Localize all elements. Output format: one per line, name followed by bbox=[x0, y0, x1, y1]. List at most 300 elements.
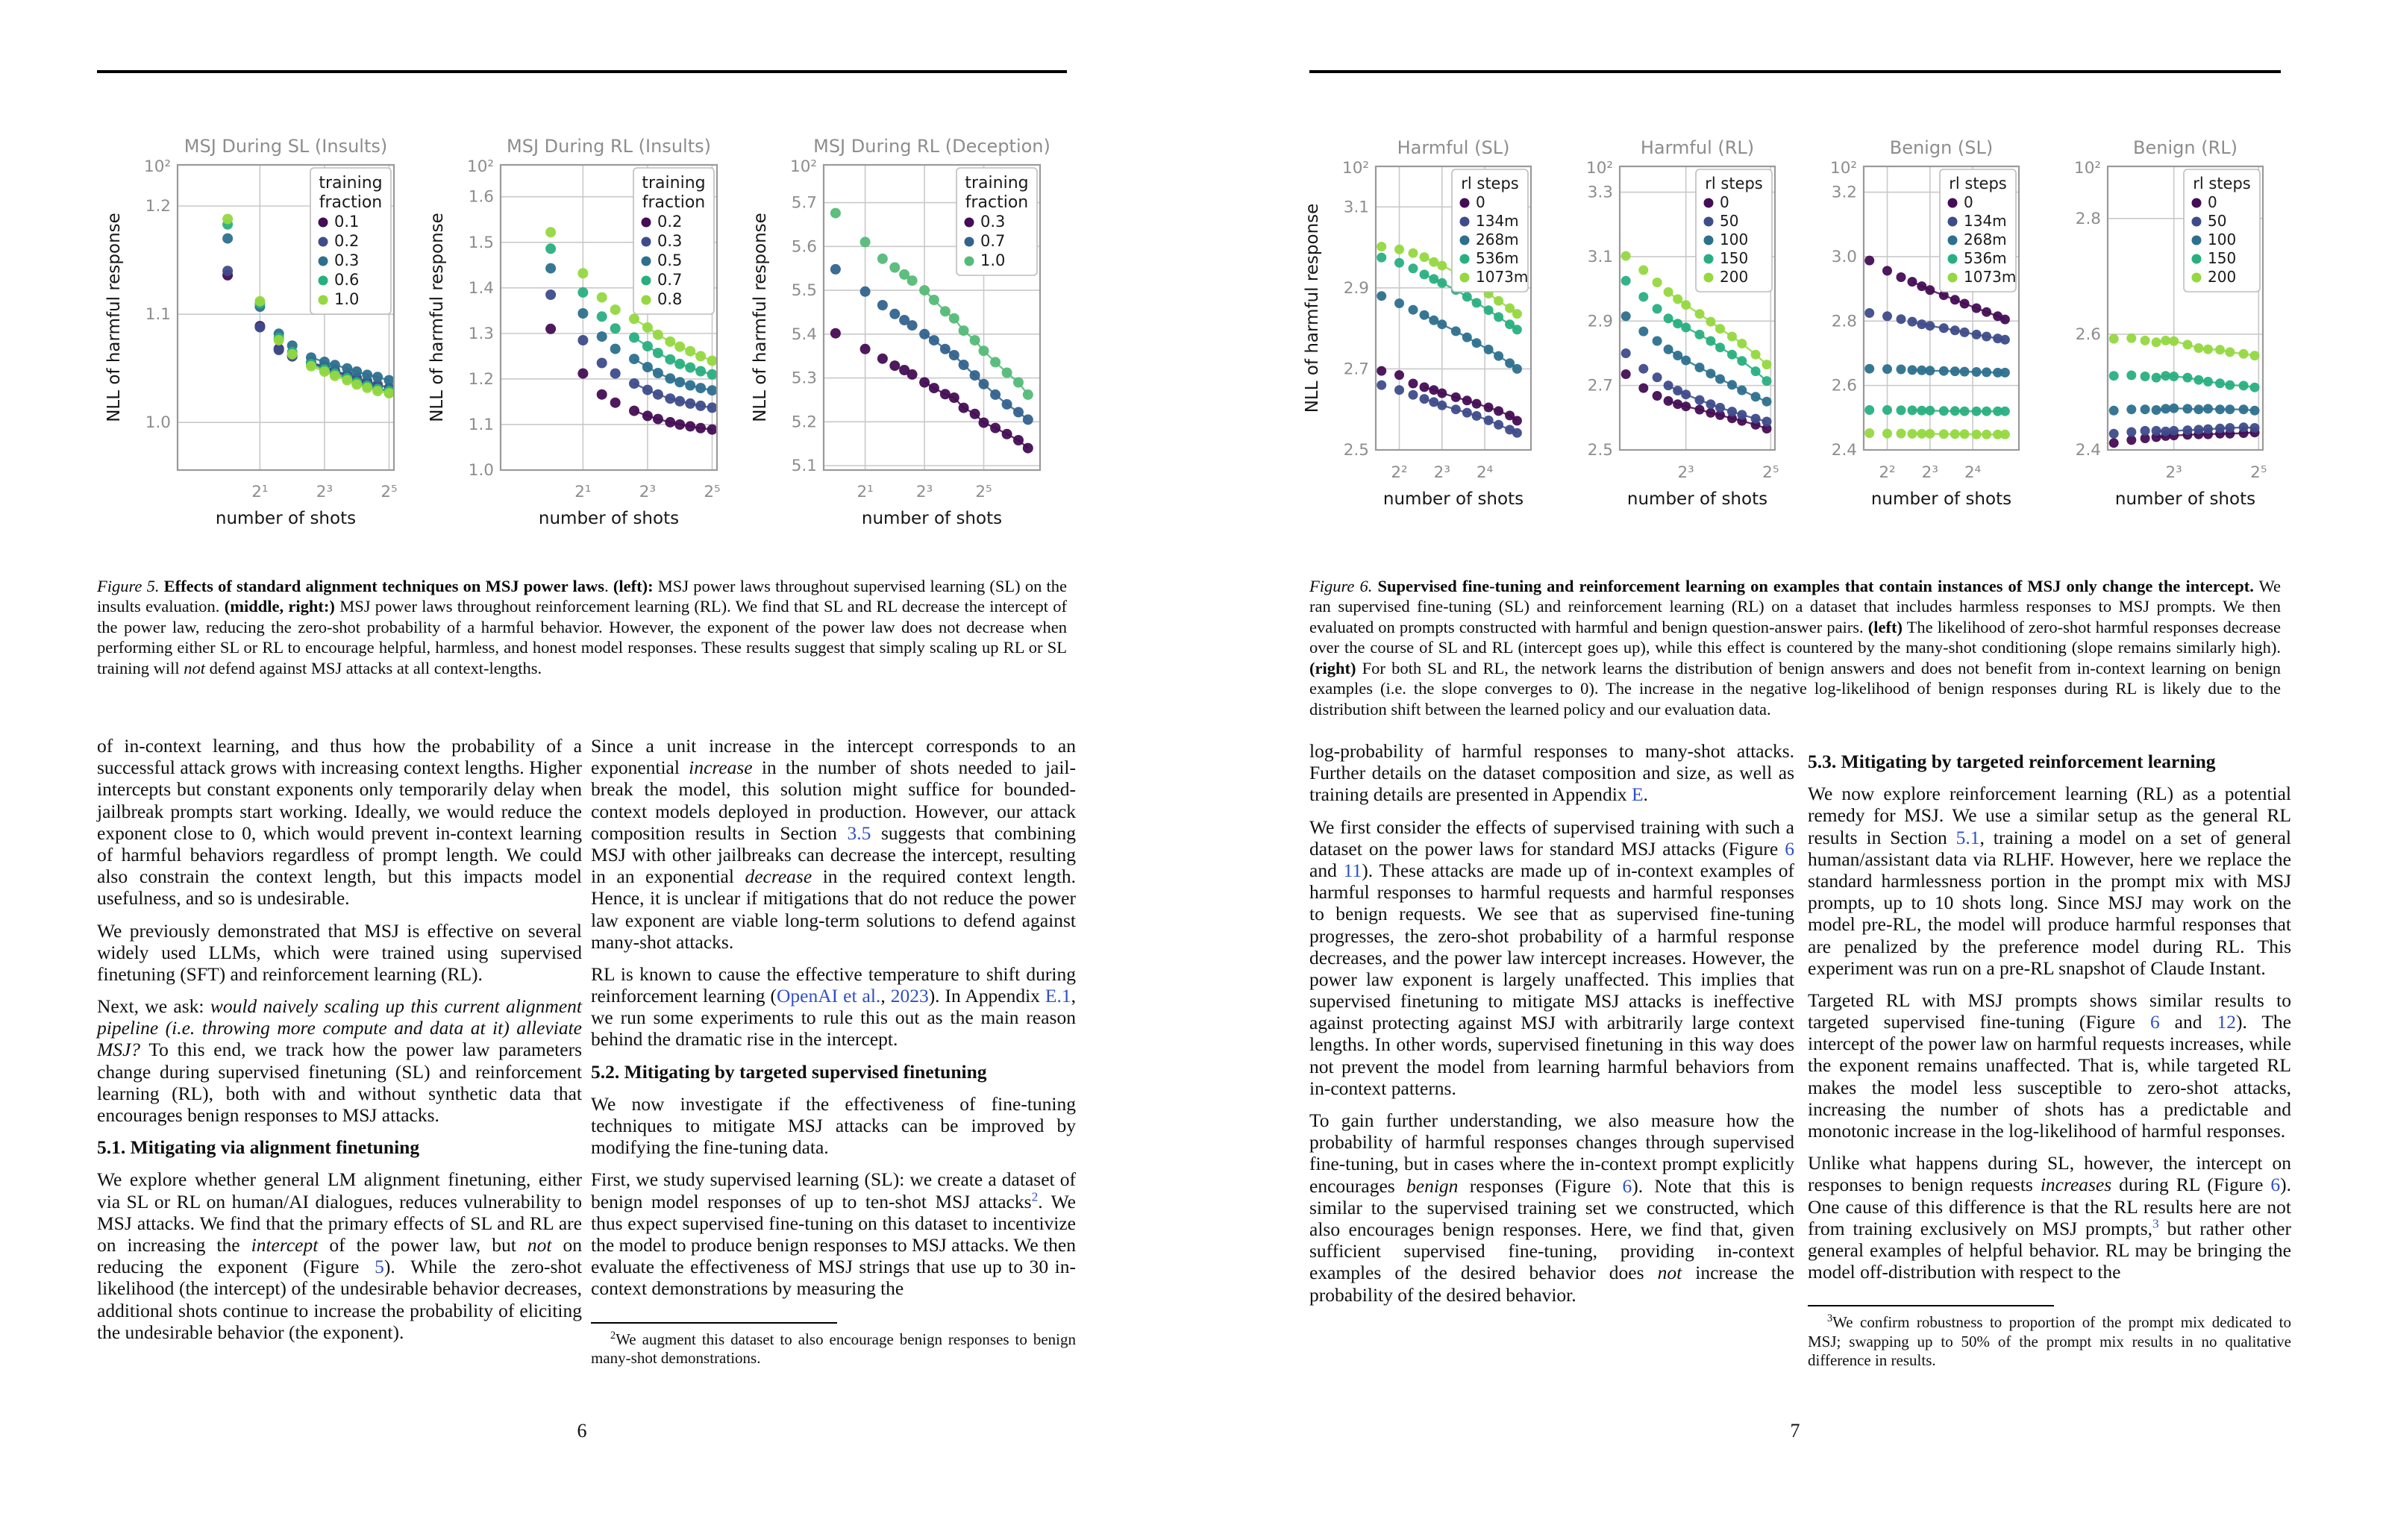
svg-text:2.5: 2.5 bbox=[1587, 441, 1613, 460]
emphasis-text: not bbox=[184, 658, 206, 677]
svg-text:1.4: 1.4 bbox=[468, 278, 494, 298]
body-text: The likelihood of zero-shot harmful responses decrease over the course of SL and RL (intercept goes up), while this effect is countered by the many-shot conditioning (slope remains similarly high). bbox=[1309, 617, 2281, 657]
legend-swatch-1073m bbox=[1460, 273, 1470, 283]
svg-text:2²: 2² bbox=[1391, 463, 1408, 482]
y-axis-top-tick: 10² bbox=[1830, 159, 1857, 178]
legend-swatch-0.8 bbox=[642, 295, 651, 305]
svg-text:1.0: 1.0 bbox=[468, 461, 494, 480]
legend-label-536m: 536m bbox=[1964, 249, 2007, 267]
legend-swatch-0.5 bbox=[642, 257, 651, 266]
chart-title: Benign (RL) bbox=[2133, 137, 2238, 158]
svg-text:2¹: 2¹ bbox=[857, 483, 874, 501]
legend-swatch-150 bbox=[2192, 254, 2202, 264]
x-axis-ticks bbox=[1879, 463, 1981, 482]
legend-label-268m: 268m bbox=[1476, 231, 1519, 248]
paragraph bbox=[1808, 989, 2291, 1142]
footnote-text bbox=[591, 1330, 1076, 1368]
body-text: , training a model on a set of general human/assistant data via RLHF. However, here we replace the standard harmlessness portion in the prompt mix with MSJ prompts, up to 10 shots long. Since MSJ may work on the model pre-RL, the model will produce harmful responses that are penalized by the preference model during RL. This experiment was run on a pre-RL snapshot of Claude Instant. bbox=[1808, 826, 2291, 979]
y-axis-label: NLL of harmful response bbox=[428, 213, 447, 422]
reference-link[interactable]: 6 bbox=[2270, 1174, 2281, 1196]
legend-swatch-0.3 bbox=[965, 218, 974, 228]
legend-label-0.5: 0.5 bbox=[657, 251, 683, 269]
footnote-marker: 2 bbox=[610, 1329, 616, 1342]
svg-text:5.2: 5.2 bbox=[791, 413, 817, 432]
body-text: , bbox=[880, 985, 891, 1007]
body-text: ). The intercept of the power law on harmful requests increases, while the exponent remains unaffected. That is, while targeted RL makes the model less susceptible to zero-shot attacks, increasing the number of shots has a predictable and monotonic increase in the log-likelihood of harmful responses. bbox=[1808, 1011, 2292, 1142]
chart-block bbox=[1542, 110, 1786, 552]
body-text: ). In Appendix bbox=[928, 985, 1045, 1007]
body-text: . We thus expect supervised fine-tuning on this dataset to incentivize the model to produce benign responses to MSJ attacks. We then evaluate the effectiveness of MSJ strings that use up to 30 in-context demonstrations by measuring the bbox=[591, 1190, 1076, 1300]
body-text: We ran supervised fine-tuning (SL) and reinforcement learning (RL) on a dataset that includes harmless responses to MSJ prompts. We then evaluated on prompts constructed with harmful and benign question-answer pairs. bbox=[1309, 577, 2282, 636]
legend-label-1073m: 1073m bbox=[1964, 268, 2017, 286]
footnote-reference-link[interactable]: 3 bbox=[2152, 1216, 2159, 1231]
page7-right-column bbox=[1808, 740, 2291, 1370]
chart-msj-during-sl-insults- bbox=[97, 110, 420, 552]
body-text: We augment this dataset to also encourage benign responses to benign many-shot demonstrations. bbox=[591, 1330, 1076, 1367]
body-text: in the number of shots needed to jail-break the model, this solution might suffice for bounded-context models deployed in production. However, our attack composition results in Section bbox=[591, 757, 1076, 844]
series-0.3-points bbox=[830, 328, 1033, 454]
legend-label-0.3: 0.3 bbox=[657, 232, 683, 250]
body-text: defend against MSJ attacks at all context-lengths. bbox=[205, 658, 542, 677]
bold-text: Supervised fine-tuning and reinforcement learning on examples that contain instances of MSJ only change the intercept. bbox=[1372, 577, 2254, 595]
page6-number: 6 bbox=[577, 1420, 587, 1442]
page-7 bbox=[1192, 0, 2383, 1540]
svg-text:3.3: 3.3 bbox=[1587, 183, 1613, 202]
legend bbox=[956, 168, 1037, 275]
svg-text:2.6: 2.6 bbox=[2075, 325, 2101, 344]
legend-label-0: 0 bbox=[1476, 193, 1485, 211]
legend-label-0: 0 bbox=[2208, 193, 2217, 211]
page6-right-column bbox=[591, 735, 1076, 1368]
svg-text:2³: 2³ bbox=[639, 483, 657, 501]
body-text: ). While the zero-shot likelihood (the intercept) of the undesirable behavior decreases, additional shots continue to increase the probability of eliciting the undesirable behavior (the exponent). bbox=[97, 1256, 582, 1343]
chart-block bbox=[420, 110, 743, 552]
svg-text:2⁵: 2⁵ bbox=[1762, 463, 1779, 482]
svg-text:2⁵: 2⁵ bbox=[704, 483, 721, 501]
paragraph bbox=[97, 995, 582, 1126]
reference-link[interactable]: 2023 bbox=[890, 985, 929, 1007]
section-heading: 5.2. Mitigating by targeted supervised finetuning bbox=[591, 1060, 987, 1083]
bold-text: Effects of standard alignment techniques on MSJ power laws bbox=[159, 577, 605, 595]
footnote-marker: 3 bbox=[1827, 1312, 1833, 1325]
chart-msj-during-rl-deception- bbox=[743, 110, 1066, 552]
chart-title: MSJ During SL (Insults) bbox=[184, 136, 388, 157]
chart-title: MSJ During RL (Deception) bbox=[813, 136, 1050, 157]
svg-text:5.7: 5.7 bbox=[791, 193, 817, 213]
body-text: ). These attacks are made up of in-context examples of harmful responses to harmful requests and harmful responses to benign requests. We see that as supervised fine-tuning progresses, the zero-shot probability of a harmful response decreases, and the power law intercept increases. However, the power law exponent is largely unaffected. This implies that supervised finetuning to mitigate MSJ attacks is ineffective against protecting against MSJ with arbitrarily large context lengths. In other words, supervised finetuning in this way does not prevent the model from learning harmful behaviors from in-context patterns. bbox=[1309, 859, 1794, 1099]
chart-benign-rl- bbox=[2030, 110, 2274, 552]
body-text: MSJ power laws throughout reinforcement learning (RL). We find that SL and RL decrease the intercept of the power law, reducing the zero-shot probability of a harmful behavior. However, the exponent of the power law does not decrease when performing either SL or RL to encourage helpful, harmless, and honest model responses. These results suggest that simply scaling up RL or SL training will bbox=[97, 597, 1067, 677]
footnote-rule bbox=[1808, 1305, 2054, 1306]
paragraph bbox=[591, 963, 1076, 1051]
legend-label-0: 0 bbox=[1964, 193, 1973, 211]
svg-text:2.5: 2.5 bbox=[1343, 441, 1369, 460]
footnote-reference-link[interactable]: 2 bbox=[1031, 1189, 1039, 1204]
y-axis-top-tick: 10² bbox=[144, 157, 171, 176]
y-axis-top-tick: 10² bbox=[2074, 159, 2101, 178]
body-text: We explore whether general LM alignment finetuning, either via SL or RL on human/AI dialogues, reduces vulnerability to MSJ attacks. We find that the primary effects of SL and RL are on increasing the bbox=[97, 1168, 582, 1256]
svg-text:training: training bbox=[965, 174, 1029, 192]
legend-swatch-1073m bbox=[1948, 273, 1958, 283]
emphasis-text: not bbox=[527, 1233, 552, 1256]
legend-label-134m: 134m bbox=[1476, 212, 1519, 230]
chart-block bbox=[2030, 110, 2274, 552]
legend-label-0: 0 bbox=[1720, 193, 1729, 211]
chart-block bbox=[1786, 110, 2030, 552]
legend-label-100: 100 bbox=[1720, 231, 1749, 248]
figure-6-caption bbox=[1309, 576, 2281, 719]
body-text: ). One cause of this difference is that the RL results here are not from training exclusively on MSJ prompts, bbox=[1808, 1174, 2291, 1239]
legend-label-50: 50 bbox=[2208, 212, 2227, 230]
body-text: and bbox=[1309, 859, 1344, 881]
x-axis-label: number of shots bbox=[861, 509, 1003, 528]
chart-harmful-sl- bbox=[1298, 110, 1542, 552]
body-text: We confirm robustness to proportion of the prompt mix dedicated to MSJ; swapping up to 50% of the prompt mix results in no qualitative difference in results. bbox=[1808, 1313, 2291, 1369]
bold-text: (right) bbox=[1309, 658, 1356, 677]
emphasis-text: intercept bbox=[251, 1233, 319, 1256]
legend-label-0.7: 0.7 bbox=[980, 232, 1006, 250]
legend-swatch-0.7 bbox=[642, 276, 651, 286]
emphasis-text: would naively scaling up this current alignment pipeline (i.e. throwing more compute and data at it) alleviate MSJ? bbox=[97, 995, 582, 1061]
body-text: log-probability of harmful responses to many-shot attacks. Further details on the dataset composition and size, as well as training details are presented in Appendix bbox=[1309, 740, 1794, 806]
legend-swatch-100 bbox=[2192, 236, 2202, 245]
reference-link[interactable]: 5 bbox=[375, 1256, 384, 1278]
legend-swatch-134m bbox=[1460, 217, 1470, 227]
legend-swatch-0.3 bbox=[642, 237, 651, 247]
y-axis-label: NLL of harmful response bbox=[1303, 203, 1322, 413]
figure-5-charts bbox=[97, 110, 1067, 552]
body-text: on reducing the exponent (Figure bbox=[97, 1233, 583, 1278]
body-text: To gain further understanding, we also measure how the probability of harmful responses changes through supervised fine-tuning, but in cases where the in-context prompt explicitly encourages bbox=[1309, 1109, 1794, 1197]
svg-text:rl steps: rl steps bbox=[1705, 175, 1763, 192]
x-axis-ticks bbox=[251, 483, 397, 501]
svg-text:2.6: 2.6 bbox=[1831, 376, 1857, 395]
legend-swatch-0.7 bbox=[965, 237, 974, 247]
body-text: and bbox=[2159, 1011, 2217, 1033]
paragraph bbox=[1808, 1152, 2291, 1283]
legend-swatch-1.0 bbox=[965, 257, 974, 266]
legend-label-268m: 268m bbox=[1964, 231, 2007, 248]
body-text: We now investigate if the effectiveness of fine-tuning techniques to mitigate MSJ attacks can be improved by modifying the fine-tuning data. bbox=[591, 1092, 1076, 1159]
body-text: RL is known to cause the effective temperature to shift during reinforcement learning ( bbox=[591, 962, 1076, 1007]
svg-text:1.1: 1.1 bbox=[468, 415, 494, 434]
reference-link[interactable]: E.1 bbox=[1045, 985, 1071, 1007]
y-axis-label: NLL of harmful response bbox=[751, 213, 770, 422]
legend bbox=[1940, 169, 2016, 292]
legend bbox=[310, 168, 391, 314]
body-text: Unlike what happens during SL, however, the intercept on responses to benign requests bbox=[1808, 1152, 2291, 1196]
svg-text:1.6: 1.6 bbox=[468, 187, 494, 207]
legend-swatch-0.1 bbox=[319, 218, 328, 228]
figure-5-caption bbox=[97, 576, 1067, 678]
svg-text:rl steps: rl steps bbox=[2193, 175, 2251, 192]
chart-block bbox=[97, 110, 420, 552]
svg-text:2⁴: 2⁴ bbox=[1964, 463, 1982, 482]
svg-text:1.2: 1.2 bbox=[145, 197, 171, 216]
reference-link[interactable]: 6 bbox=[1622, 1174, 1632, 1197]
series-200-points bbox=[2109, 334, 2260, 360]
legend-label-150: 150 bbox=[1720, 249, 1749, 267]
y-axis-top-tick: 10² bbox=[467, 157, 494, 176]
paragraph bbox=[97, 920, 582, 986]
y-axis-label: NLL of harmful response bbox=[104, 213, 124, 422]
legend-label-0.2: 0.2 bbox=[334, 232, 360, 250]
figure-label: Figure 5. bbox=[97, 577, 160, 595]
y-axis-top-tick: 10² bbox=[1342, 159, 1369, 178]
x-axis-label: number of shots bbox=[1870, 489, 2012, 509]
series-150-points bbox=[2109, 371, 2260, 392]
legend-swatch-100 bbox=[1704, 236, 1714, 245]
svg-text:training: training bbox=[642, 174, 706, 192]
paragraph bbox=[591, 1093, 1076, 1159]
chart-msj-during-rl-insults- bbox=[420, 110, 743, 552]
legend-swatch-134m bbox=[1948, 217, 1958, 227]
bold-text: (left): bbox=[613, 577, 654, 595]
header-rule bbox=[1309, 70, 2281, 73]
y-axis-ticks bbox=[145, 197, 171, 432]
svg-text:training: training bbox=[319, 174, 383, 192]
chart-harmful-rl- bbox=[1542, 110, 1786, 552]
legend bbox=[633, 168, 714, 314]
page7-number: 7 bbox=[1790, 1420, 1800, 1442]
body-text: but rather other general examples of helpful behavior. RL may be bringing the model off-distribution with respect to the bbox=[1808, 1217, 2291, 1283]
emphasis-text: increases bbox=[2040, 1174, 2112, 1196]
svg-text:2⁵: 2⁵ bbox=[2250, 463, 2267, 482]
legend-label-1.0: 1.0 bbox=[980, 251, 1006, 269]
section-heading: 5.1. Mitigating via alignment finetuning bbox=[97, 1136, 420, 1159]
reference-link[interactable]: 6 bbox=[2149, 1011, 2160, 1033]
body-text: To this end, we track how the power law parameters change during supervised finetuning (SL) and reinforcement learning (RL), both with and without synthetic data that encourages benign responses to MSJ attacks. bbox=[97, 1039, 582, 1126]
reference-link[interactable]: 12 bbox=[2217, 1011, 2236, 1033]
svg-text:2.9: 2.9 bbox=[1343, 278, 1369, 298]
y-axis-ticks bbox=[1832, 184, 1857, 460]
page6-left-column bbox=[97, 735, 582, 1353]
reference-link[interactable]: E bbox=[1631, 783, 1644, 806]
legend bbox=[1452, 169, 1528, 292]
y-axis-top-tick: 10² bbox=[1586, 159, 1613, 178]
legend-swatch-536m bbox=[1460, 254, 1470, 264]
svg-text:5.4: 5.4 bbox=[791, 325, 817, 344]
reference-link[interactable]: OpenAI et al. bbox=[777, 985, 881, 1007]
body-text: during RL (Figure bbox=[2111, 1174, 2271, 1196]
footnote-text bbox=[1808, 1313, 2291, 1370]
chart-title: Harmful (SL) bbox=[1397, 137, 1510, 158]
legend-label-134m: 134m bbox=[1964, 212, 2007, 230]
body-text: We first consider the effects of supervised training with such a dataset on the power laws for standard MSJ attacks (Figure bbox=[1309, 816, 1794, 860]
svg-text:2³: 2³ bbox=[2165, 463, 2182, 482]
svg-text:2¹: 2¹ bbox=[251, 483, 269, 501]
body-text: Since a unit increase in the intercept corresponds to an exponential bbox=[591, 735, 1076, 779]
y-axis-ticks bbox=[1344, 198, 1369, 460]
legend-label-200: 200 bbox=[1720, 268, 1749, 286]
chart-block bbox=[1298, 110, 1542, 552]
body-text: in the required context length. Hence, it is unclear if mitigations that do not reduce the power law exponent are viable long-term solutions to defend against many-shot attacks. bbox=[591, 866, 1076, 953]
svg-text:1.0: 1.0 bbox=[145, 413, 171, 433]
body-text: of in-context learning, and thus how the probability of a successful attack grows with increasing context lengths. Higher intercepts but constant exponents only temporarily delay when jailbreak prompts start working. Ideally, we would reduce the exponent close to 0, which would prevent in-context learning of harmful behaviors regardless of prompt length. We could also constrain the context length, but this impacts model usefulness, and so is undesirable. bbox=[97, 735, 582, 910]
legend-label-1073m: 1073m bbox=[1476, 268, 1529, 286]
chart-benign-sl- bbox=[1786, 110, 2030, 552]
body-text: responses (Figure bbox=[1458, 1174, 1623, 1197]
legend-swatch-50 bbox=[2192, 217, 2202, 227]
paragraph bbox=[1808, 783, 2291, 979]
legend-swatch-268m bbox=[1948, 236, 1958, 245]
legend-label-0.3: 0.3 bbox=[334, 251, 360, 269]
x-axis-label: number of shots bbox=[215, 509, 357, 528]
reference-link[interactable]: 6 bbox=[1785, 837, 1794, 860]
figure-6-charts bbox=[1298, 110, 2274, 552]
svg-text:2³: 2³ bbox=[1433, 463, 1450, 482]
legend-swatch-1.0 bbox=[319, 295, 328, 305]
legend-swatch-0.2 bbox=[642, 218, 651, 228]
legend-swatch-0 bbox=[1948, 198, 1958, 208]
legend-swatch-50 bbox=[1704, 217, 1714, 227]
svg-text:1.2: 1.2 bbox=[468, 369, 494, 389]
body-text: We now explore reinforcement learning (RL) as a potential remedy for MSJ. We use a similar setup as the general RL results in Section bbox=[1808, 783, 2291, 848]
svg-text:2.9: 2.9 bbox=[1587, 312, 1613, 331]
x-axis-ticks bbox=[1391, 463, 1493, 482]
section-heading: 5.3. Mitigating by targeted reinforcement learning bbox=[1808, 751, 2216, 772]
legend-label-0.1: 0.1 bbox=[334, 213, 360, 231]
reference-link[interactable]: 5.1 bbox=[1955, 826, 1980, 848]
body-text: increase the probability of the desired behavior. bbox=[1309, 1262, 1794, 1306]
legend-label-0.3: 0.3 bbox=[980, 213, 1006, 231]
svg-text:fraction: fraction bbox=[642, 193, 706, 212]
legend-label-0.8: 0.8 bbox=[657, 290, 683, 308]
svg-text:2.4: 2.4 bbox=[1831, 441, 1857, 460]
x-axis-label: number of shots bbox=[1382, 489, 1524, 509]
svg-text:1.5: 1.5 bbox=[468, 233, 494, 252]
legend-swatch-536m bbox=[1948, 254, 1958, 264]
svg-text:2.4: 2.4 bbox=[2075, 441, 2101, 460]
legend-swatch-0 bbox=[1460, 198, 1470, 208]
svg-text:2³: 2³ bbox=[316, 483, 334, 501]
body-text: . bbox=[604, 577, 613, 595]
legend-swatch-0 bbox=[1704, 198, 1714, 208]
x-axis-ticks bbox=[1677, 463, 1779, 482]
paragraph bbox=[1309, 1109, 1794, 1306]
emphasis-text: decrease bbox=[745, 866, 812, 888]
svg-text:2³: 2³ bbox=[1921, 463, 1938, 482]
legend-swatch-0 bbox=[2192, 198, 2202, 208]
paragraph bbox=[1309, 816, 1794, 1099]
svg-text:2²: 2² bbox=[1879, 463, 1896, 482]
emphasis-text: benign bbox=[1406, 1174, 1459, 1197]
svg-text:1.3: 1.3 bbox=[468, 324, 494, 343]
legend-swatch-268m bbox=[1460, 236, 1470, 245]
paragraph bbox=[591, 1168, 1076, 1299]
legend bbox=[1696, 169, 1772, 292]
svg-text:2⁵: 2⁵ bbox=[381, 483, 398, 501]
svg-text:3.1: 3.1 bbox=[1343, 198, 1369, 217]
paragraph bbox=[1309, 740, 1794, 806]
svg-text:2⁵: 2⁵ bbox=[975, 483, 992, 501]
x-axis-label: number of shots bbox=[538, 509, 680, 528]
paragraph bbox=[97, 1168, 582, 1343]
x-axis-ticks bbox=[857, 483, 992, 501]
body-text: Next, we ask: bbox=[97, 995, 210, 1018]
footnote-rule bbox=[591, 1322, 837, 1324]
chart-title: Benign (SL) bbox=[1889, 137, 1994, 158]
chart-title: Harmful (RL) bbox=[1640, 137, 1755, 158]
body-text: For both SL and RL, the network learns the distribution of benign answers and does not benefit from in-context learning on benign examples (i.e. the slope converges to 0). The increase in the negative log-likelihood of benign responses during RL is likely due to the distribution shift between the learned policy and our evaluation data. bbox=[1309, 658, 2281, 719]
legend-swatch-200 bbox=[1704, 273, 1714, 283]
x-axis-ticks bbox=[2165, 463, 2267, 482]
svg-text:5.6: 5.6 bbox=[791, 237, 817, 257]
svg-text:fraction: fraction bbox=[319, 193, 383, 212]
reference-link[interactable]: 3.5 bbox=[847, 821, 871, 844]
x-axis-label: number of shots bbox=[1626, 489, 1768, 509]
svg-text:3.2: 3.2 bbox=[1831, 183, 1857, 202]
x-axis-label: number of shots bbox=[2114, 489, 2256, 509]
legend-label-536m: 536m bbox=[1476, 249, 1519, 267]
svg-text:3.1: 3.1 bbox=[1587, 247, 1613, 266]
svg-text:2¹: 2¹ bbox=[574, 483, 592, 501]
legend-swatch-150 bbox=[1704, 254, 1714, 264]
emphasis-text: increase bbox=[689, 757, 753, 779]
legend bbox=[2184, 169, 2260, 292]
footnote bbox=[1808, 1305, 2291, 1370]
svg-text:2.8: 2.8 bbox=[1831, 312, 1857, 331]
y-axis-ticks bbox=[2076, 210, 2101, 460]
svg-text:3.0: 3.0 bbox=[1831, 247, 1857, 266]
legend-label-100: 100 bbox=[2208, 231, 2237, 248]
chart-block bbox=[743, 110, 1066, 552]
legend-label-200: 200 bbox=[2208, 268, 2237, 286]
bold-text: (left) bbox=[1867, 617, 1903, 636]
body-text: suggests that combining MSJ with other jailbreaks can decrease the intercept, resulting in an exponential bbox=[591, 821, 1076, 888]
svg-text:rl steps: rl steps bbox=[1461, 175, 1519, 192]
svg-text:2³: 2³ bbox=[1677, 463, 1694, 482]
legend-swatch-0.3 bbox=[319, 257, 328, 266]
body-text: , we run some experiments to rule this out as the main reason behind the dramatic rise in the intercept. bbox=[591, 985, 1076, 1051]
legend-label-50: 50 bbox=[1720, 212, 1739, 230]
legend-label-150: 150 bbox=[2208, 249, 2237, 267]
body-text: Targeted RL with MSJ prompts shows similar results to targeted supervised fine-tuning (Figure bbox=[1808, 989, 2291, 1033]
body-text: First, we study supervised learning (SL): we create a dataset of benign model responses of up to ten-shot MSJ attacks bbox=[591, 1168, 1076, 1212]
y-axis-ticks bbox=[792, 194, 817, 476]
header-rule bbox=[97, 70, 1067, 73]
page7-left-column bbox=[1309, 740, 1794, 1316]
svg-text:5.5: 5.5 bbox=[791, 281, 817, 301]
svg-text:2⁴: 2⁴ bbox=[1476, 463, 1494, 482]
svg-text:5.3: 5.3 bbox=[791, 369, 817, 388]
body-text: MSJ power laws throughout supervised learning (SL) on the insults evaluation. bbox=[97, 577, 1068, 616]
svg-text:2.8: 2.8 bbox=[2075, 209, 2101, 228]
y-axis-ticks bbox=[1588, 184, 1613, 460]
legend-label-1.0: 1.0 bbox=[334, 290, 360, 308]
legend-swatch-0.2 bbox=[319, 237, 328, 247]
svg-text:5.1: 5.1 bbox=[791, 457, 817, 476]
paragraph bbox=[97, 735, 582, 910]
x-axis-ticks bbox=[574, 483, 720, 501]
chart-title: MSJ During RL (Insults) bbox=[507, 136, 711, 157]
svg-text:1.1: 1.1 bbox=[145, 305, 171, 325]
footnote bbox=[591, 1322, 1076, 1368]
legend-label-0.6: 0.6 bbox=[334, 271, 360, 289]
y-axis-top-tick: 10² bbox=[790, 157, 817, 176]
body-text: ). Note that this is similar to the supervised training set we constructed, which also encourages benign responses. Here, we find that, given sufficient supervised fine-tuning, providing in-context examples of the desired behavior does bbox=[1309, 1174, 1795, 1284]
svg-text:2³: 2³ bbox=[915, 483, 933, 501]
legend-label-0.7: 0.7 bbox=[657, 271, 683, 289]
legend-label-0.2: 0.2 bbox=[657, 213, 683, 231]
body-text: . bbox=[1643, 783, 1648, 806]
svg-text:2.7: 2.7 bbox=[1587, 376, 1613, 395]
y-axis-ticks bbox=[469, 188, 494, 480]
body-text: of the power law, but bbox=[318, 1233, 527, 1256]
svg-text:fraction: fraction bbox=[965, 193, 1029, 212]
reference-link[interactable]: 11 bbox=[1343, 859, 1362, 881]
legend-swatch-0.6 bbox=[319, 276, 328, 286]
